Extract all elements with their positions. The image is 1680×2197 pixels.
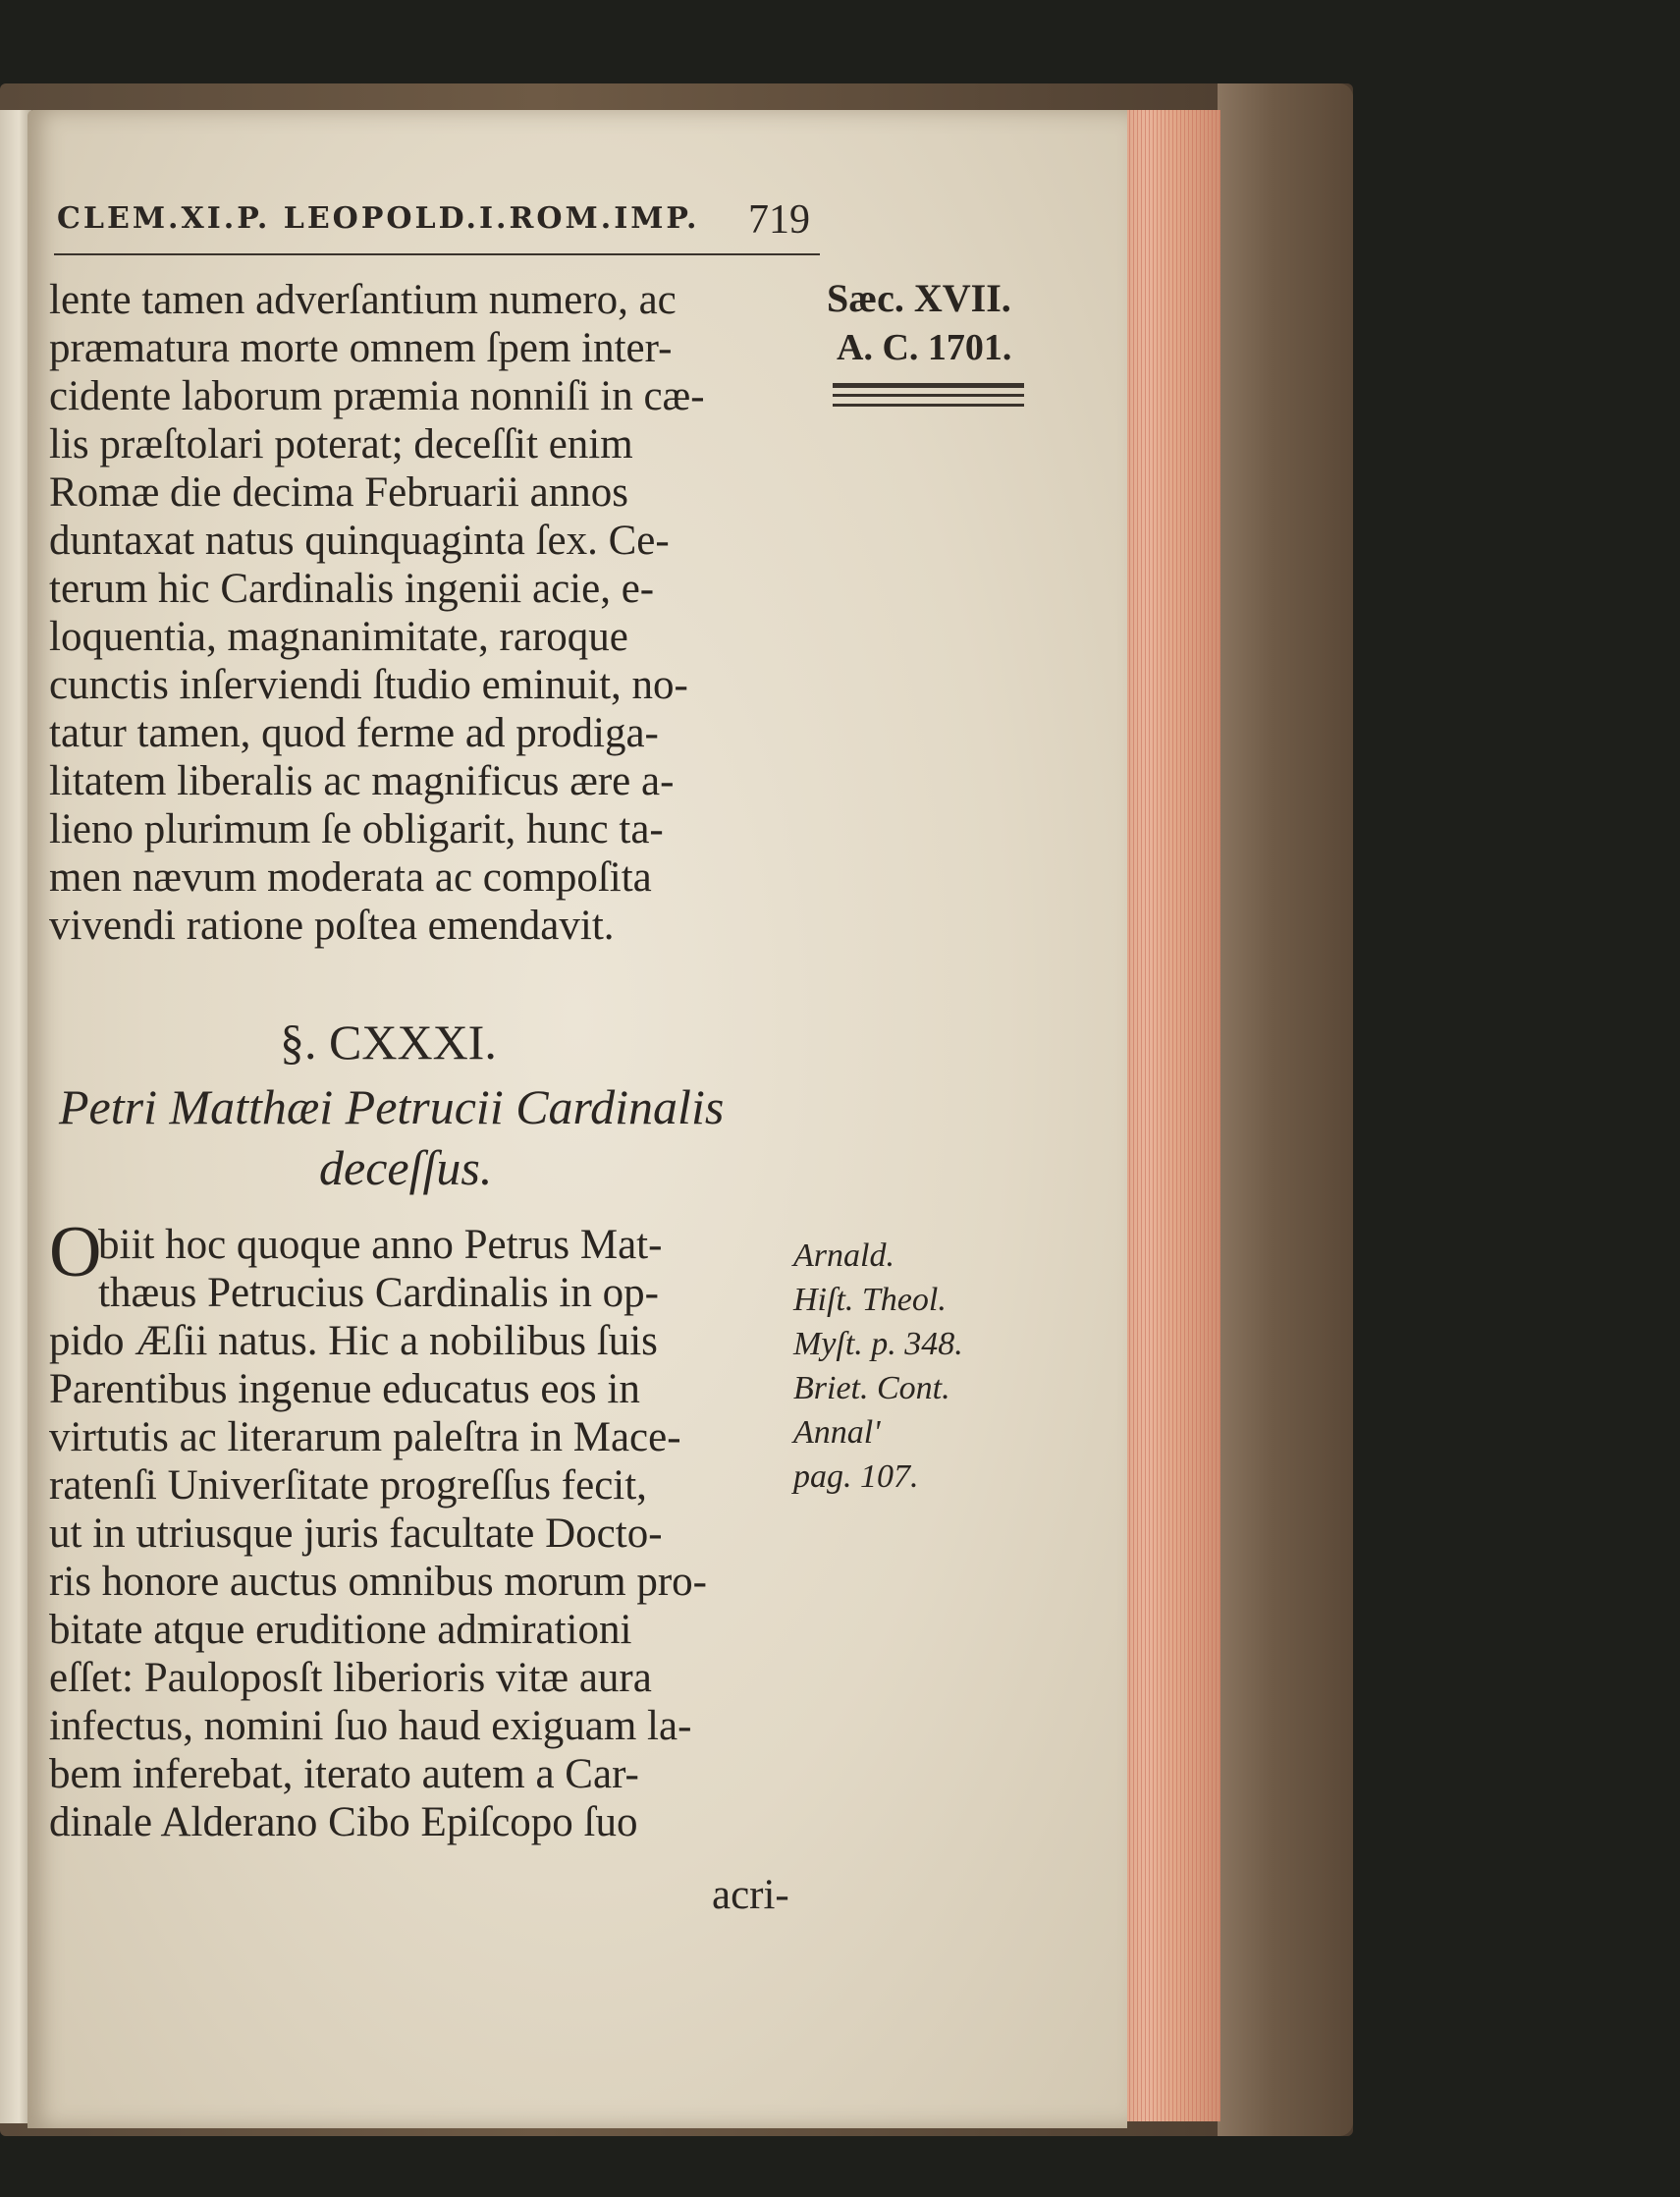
section-title: Petri Matthæi Petrucii Cardinalis: [59, 1079, 725, 1134]
text-line: vivendi ratione poſtea emendavit.: [49, 903, 615, 949]
margin-rule: [833, 404, 1024, 407]
text-line: thæus Petrucius Cardinalis in op-: [98, 1270, 659, 1316]
text-line: virtutis ac literarum paleſtra in Mace-: [49, 1414, 681, 1460]
page-number: 719: [748, 197, 810, 243]
margin-reference: pag. 107.: [793, 1458, 919, 1495]
red-page-edges: [1114, 110, 1220, 2121]
text-line: terum hic Cardinalis ingenii acie, e-: [49, 566, 655, 612]
text-line: bem inferebat, iterato autem a Car-: [49, 1751, 639, 1797]
text-line: loquentia, magnanimitate, raroque: [49, 614, 628, 660]
header-rule: [54, 253, 820, 255]
margin-rule: [833, 394, 1024, 397]
text-line: eſſet: Pauloposſt liberioris vitæ aura: [49, 1655, 652, 1701]
book-cover-right-board: [1218, 83, 1353, 2136]
text-line: men nævum moderata ac compoſita: [49, 854, 652, 901]
margin-reference: Briet. Cont.: [793, 1370, 950, 1406]
text-line: Parentibus ingenue educatus eos in: [49, 1366, 640, 1412]
running-head: CLEM.XI.P. LEOPOLD.I.ROM.IMP.: [57, 201, 700, 236]
text-line: cunctis inſerviendi ſtudio eminuit, no-: [49, 662, 688, 708]
margin-century: Sæc. XVII.: [827, 276, 1011, 320]
text-line: infectus, nomini ſuo haud exiguam la-: [49, 1703, 692, 1749]
section-number: §. CXXXI.: [280, 1015, 497, 1070]
text-line: Romæ die decima Februarii annos: [49, 469, 628, 516]
text-line: dinale Alderano Cibo Epiſcopo ſuo: [49, 1799, 638, 1845]
text-line: ris honore auctus omnibus morum pro-: [49, 1559, 707, 1605]
margin-reference: Hiſt. Theol.: [793, 1282, 947, 1318]
catchword: acri-: [712, 1872, 789, 1918]
section-title: deceſſus.: [319, 1140, 493, 1195]
text-line: lieno plurimum ſe obligarit, hunc ta-: [49, 806, 664, 852]
text-line: ut in utriusque juris facultate Docto-: [49, 1510, 663, 1557]
text-line: duntaxat natus quinquaginta ſex. Ce-: [49, 518, 670, 564]
margin-reference: Myſt. p. 348.: [793, 1326, 963, 1362]
text-line: lente tamen adverſantium numero, ac: [49, 277, 677, 323]
text-line: tatur tamen, quod ferme ad prodiga-: [49, 710, 659, 756]
text-line: pido Æſii natus. Hic a nobilibus ſuis: [49, 1318, 658, 1364]
text-line: bitate atque eruditione admirationi: [49, 1607, 632, 1653]
margin-year: A. C. 1701.: [837, 327, 1012, 368]
margin-rule: [833, 383, 1024, 388]
text-line: ratenſi Univerſitate progreſſus fecit,: [49, 1462, 647, 1509]
margin-reference: Arnald.: [793, 1237, 894, 1274]
text-line: biit hoc quoque anno Petrus Mat-: [98, 1222, 663, 1268]
text-line: lis præſtolari poterat; deceſſit enim: [49, 421, 633, 467]
text-line: cidente laborum præmia nonniſi in cæ-: [49, 373, 705, 419]
text-line: litatem liberalis ac magnificus ære a-: [49, 758, 675, 804]
margin-reference: Annal': [793, 1414, 881, 1451]
text-line: præmatura morte omnem ſpem inter-: [49, 325, 673, 371]
drop-cap: O: [49, 1212, 102, 1292]
